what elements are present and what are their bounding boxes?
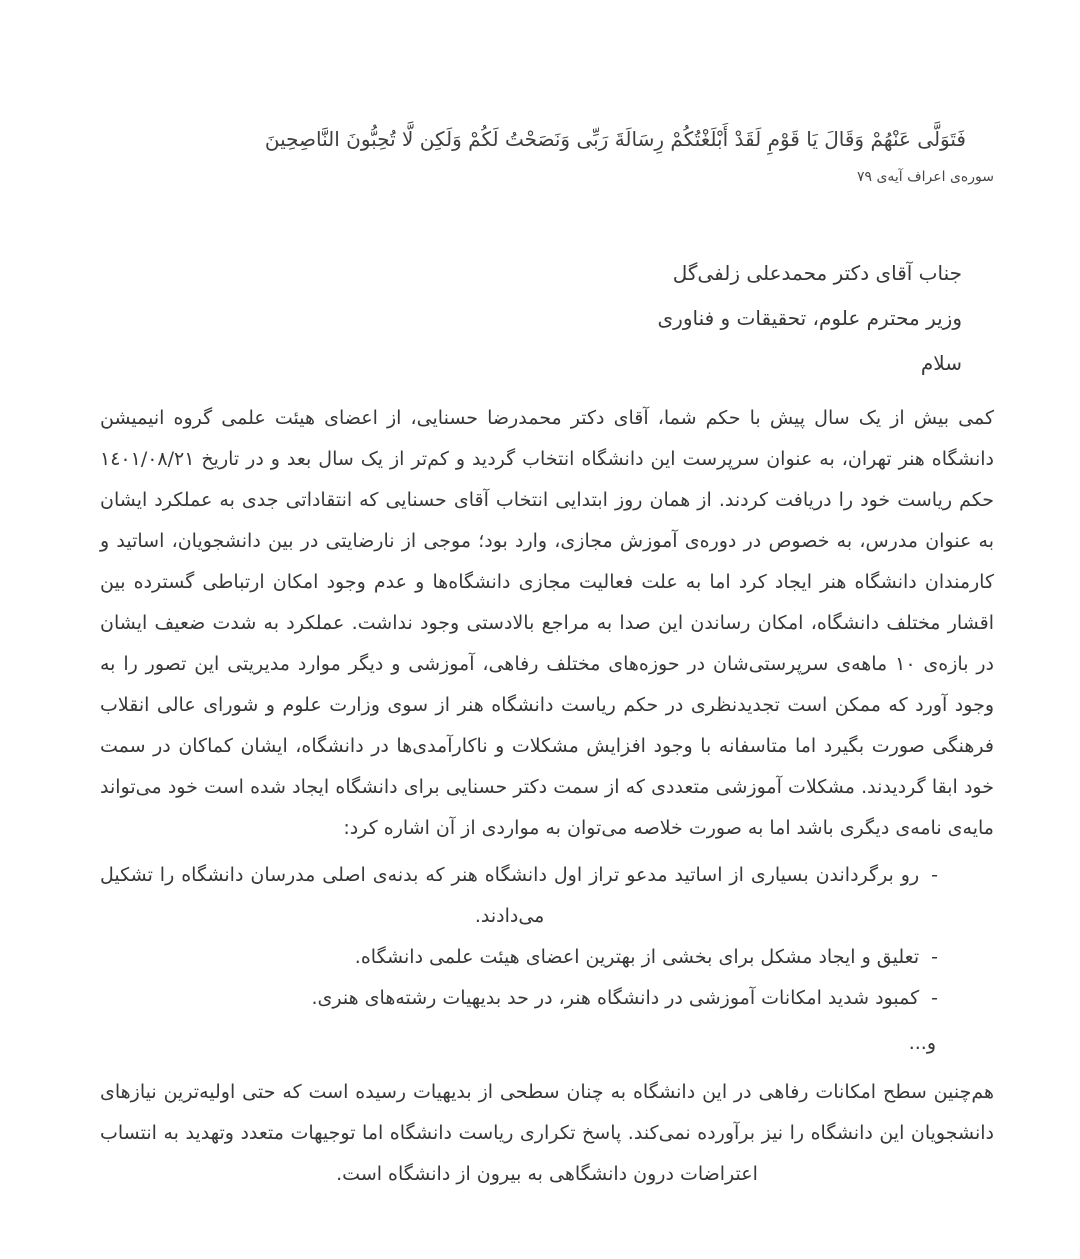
bullet-text-3: کمبود شدید امکانات آموزشی در دانشگاه هنر، در حد بدیهیات رشته‌های هنری. [311,987,920,1009]
bullet-list [100,855,994,1019]
bullet-dash-icon: - [931,987,938,1009]
bullet-item-3 [100,978,938,1019]
quran-verse-text: فَتَوَلَّى عَنْهُمْ وَقَالَ يَا قَوْمِ لَقَدْ أَبْلَغْتُكُمْ رِسَالَةَ رَبِّى وَنَصَحْتُ لَكُمْ وَلَكِن لَّا تُحِبُّونَ النَّاصِحِينَ [264,127,966,151]
recipient-title: وزیر محترم علوم، تحقیقات و فناوری [657,306,962,330]
recipient-name: جناب آقای دکتر محمدعلی زلفی‌گل [672,261,962,285]
bullet-text-2: تعلیق و ایجاد مشکل برای بخشی از بهترین اعضای هیئت علمی دانشگاه. [354,946,920,968]
verse-source-caption: سوره‌ی اعراف آیه‌ی ٧٩ [856,169,994,185]
body-paragraph-2: هم‌چنین سطح امکانات رفاهی در این دانشگاه به چنان سطحی از بدیهیات رسیده است که حتی اولیه‌ترین نیازهای دانشجویان این دانشگاه را نیز برآورده نمی‌کند. پاسخ تکراری ریاست دانشگاه اما توجیهات متعدد وتهدید به انتساب اعتراضات درون دانشگاهی به بیرون از دانشگاه است. [100,1081,994,1185]
bullet-item-2 [100,937,938,978]
bullet-dash-icon: - [931,946,938,968]
body-paragraph-1: کمی بیش از یک سال پیش با حکم شما، آقای دکتر محمدرضا حسنایی، از اعضای هیئت علمی گروه انیمیشن دانشگاه هنر تهران، به عنوان سرپرست این دانشگاه انتخاب گردید و کم‌تر از یک سال بعد و در تاریخ ١٤٠١/٠٨/٢١ حکم ریاست خود را دریافت کردند. از همان روز ابتدایی انتخاب آقای حسنایی که انتقاداتی جدی به عملکرد ایشان به عنوان مدرس، به خصوص در دوره‌ی آموزش مجازی، وارد بود؛ موجی از نارضایتی در بین دانشجویان، اساتید و کارمندان دانشگاه هنر ایجاد کرد اما به علت فعالیت مجازی دانشگاه‌ها و عدم وجود امکان ارتباطی گسترده بین اقشار مختلف دانشگاه، امکان رساندن این صدا به مراجع بالادستی وجود نداشت. عملکرد به شدت ضعیف ایشان در بازه‌ی ١٠ ماهه‌ی سرپرستی‌شان در حوزه‌های مختلف رفاهی، آموزشی و دیگر موارد مدیریتی این تصور را به وجود آورد که ممکن است تجدیدنظری در حکم ریاست دانشگاه هنر از سوی وزارت علوم و شورای عالی انقلاب فرهنگی صورت بگیرد اما متاسفانه با وجود افزایش مشکلات و ناکارآمدی‌ها در دانشگاه، ایشان کماکان در سمت خود ابقا گردیدند. مشکلات آموزشی متعددی که از سمت دکتر حسنایی برای دانشگاه ایجاد شده است خود می‌تواند مایه‌ی نامه‌ی دیگری باشد اما به صورت خلاصه می‌توان به مواردی از آن اشاره کرد: [100,407,994,839]
recipient-block [100,251,994,386]
bullet-item-1 [100,855,938,937]
bullet-dash-icon: - [931,864,938,886]
bullet-text-1: رو برگرداندن بسیاری از اساتید مدعو تراز اول دانشگاه هنر که بدنه‌ی اصلی مدرسان دانشگاه را تشکیل می‌دادند. [100,864,920,927]
greeting-line: سلام [920,351,962,375]
etcetera-line: و... [908,1032,936,1054]
